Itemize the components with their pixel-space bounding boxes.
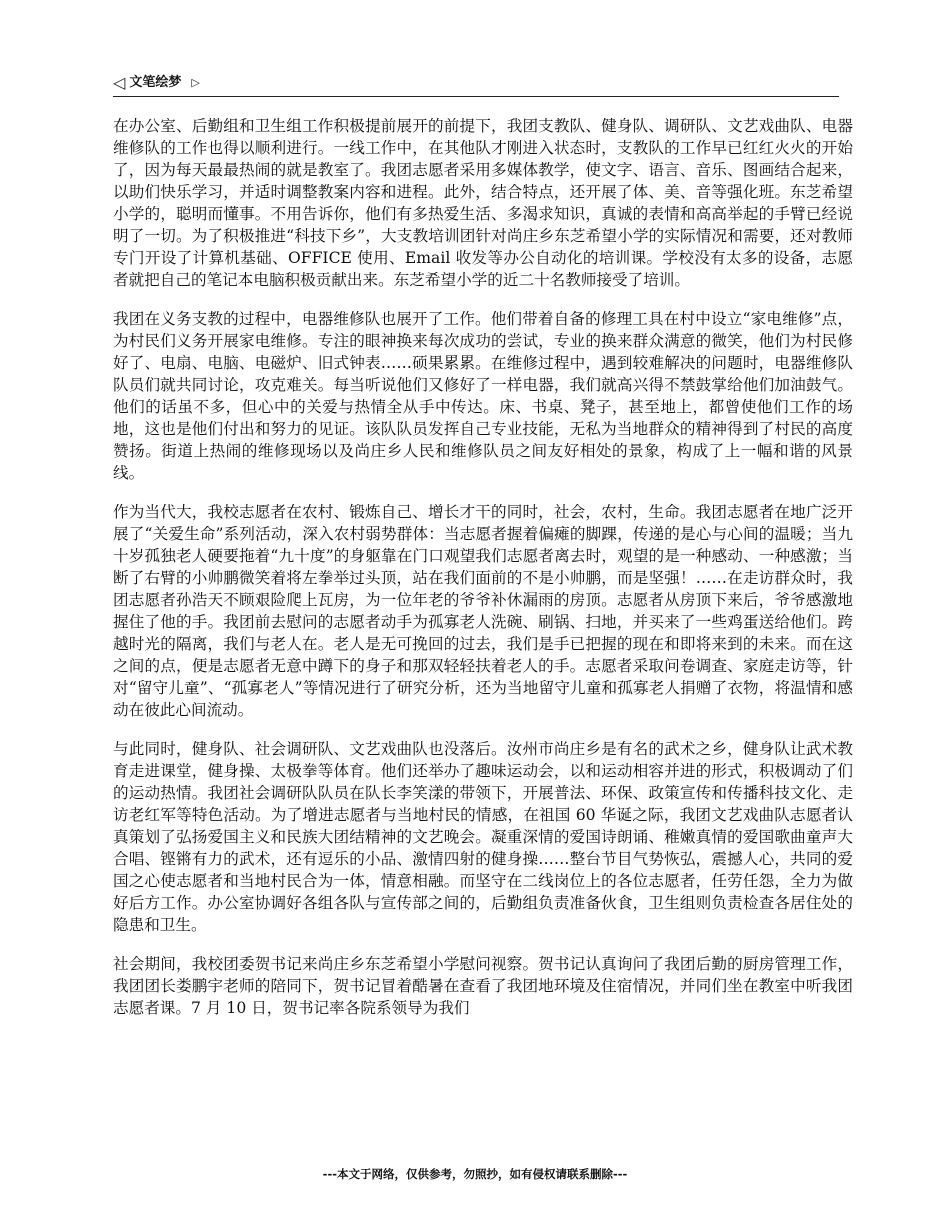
footer-notice: ---本文于网络，仅供参考，勿照抄，如有侵权请联系删除--- [322,1167,628,1181]
header-brand-group [113,74,200,92]
paragraph-5: 社会期间，我校团委贺书记来尚庄乡东芝希望小学慰问视察。贺书记认真询问了我团后勤的厨房管理工作，我团团长娄鹏宇老师的陪同下，贺书记冒着酷暑在查看了我团地环境及住宿情况，并同们坐在教室中听我团志愿者课。7 月 10 日，贺书记率各院系领导为我们 [113,955,853,1017]
paragraph-2: 我团在义务支教的过程中，电器维修队也展开了工作。他们带着自备的修理工具在村中设立“家电维修”点，为村民们义务开展家电维修。专注的眼神换来每次成功的尝试，专业的换来群众满意的微笑，他们为村民修好了、电扇、电脑、电磁炉、旧式钟表……硕果累累。在维修过程中，遇到较难解决的问题时，电器维修队队员们就共同讨论，攻克难关。每当听说他们又修好了一样电器，我们就高兴得不禁鼓掌给他们加油鼓气。他们的话虽不多，但心中的关爱与热情全从手中传达。床、书桌、凳子，甚至地上，都曾使他们工作的场地，这也是他们付出和努力的见证。该队队员发挥自己专业技能，无私为当地群众的精神得到了村民的高度赞扬。街道上热闹的维修现场以及尚庄乡人民和维修队员之间友好相处的景象，构成了上一幅和谐的风景线。 [113,310,853,482]
header-brand: 文笔绘梦 [129,75,182,90]
paragraph-4: 与此同时，健身队、社会调研队、文艺戏曲队也没落后。汝州市尚庄乡是有名的武术之乡，健身队让武术教育走进课堂，健身操、太极拳等体育。他们还举办了趣味运动会，以和运动相容并进的形式，积极调动了们的运动热情。我团社会调研队队员在队长李笑漾的带领下，开展普法、环保、政策宣传和传播科技文化、走访老红军等特色活动。为了增进志愿者与当地村民的情感，在祖国 60 华诞之际，我团文艺戏曲队志愿者认真策划了弘扬爱国主义和民族大团结精神的文艺晚会。凝重深情的爱国诗朗诵、稚嫩真情的爱国歌曲童声大合唱、铿锵有力的武术，还有逗乐的小品、激情四射的健身操……整台节目气势恢弘，震撼人心，共同的爱国之心使志愿者和当地村民合为一体，情意相融。而坚守在二线岗位上的各位志愿者，任劳任怨，全力为做好后方工作。办公室协调好各组各队与宣传部之间的，后勤组负责准备伙食，卫生组则负责检查各居住处的隐患和卫生。 [113,740,853,934]
paragraph-1: 在办公室、后勤组和卫生组工作积极提前展开的前提下，我团支教队、健身队、调研队、文艺戏曲队、电器维修队的工作也得以顺利进行。一线工作中，在其他队才刚进入状态时，支教队的工作早已红红火火的开始了，因为每天最最热闹的就是教室了。我团志愿者采用多媒体教学，使文字、语言、音乐、图画结合起来，以助们快乐学习，并适时调整教案内容和进程。此外，结合特点，还开展了体、美、音等强化班。东芝希望小学的，聪明而懂事。不用告诉你，他们有多热爱生活、多渴求知识，真诚的表情和高高举起的手臂已经说明了一切。为了积极推进“科技下乡”，大支教培训团针对尚庄乡东芝希望小学的实际情况和需要，还对教师专门开设了计算机基础、OFFICE 使用、Email 收发等办公自动化的培训课。学校没有太多的设备，志愿者就把自己的笔记本电脑积极贡献出来。东芝希望小学的近二十名教师接受了培训。 [113,117,853,289]
document-body [113,115,853,1036]
page-header [113,72,839,97]
triangle-right-icon: ▷ [191,76,200,89]
triangle-left-icon: ◁ [113,73,126,92]
paragraph-3: 作为当代大，我校志愿者在农村、锻炼自己、增长才干的同时，社会，农村，生命。我团志愿者在地广泛开展了“关爱生命”系列活动，深入农村弱势群体：当志愿者握着偏瘫的脚踝，传递的是心与心间的温暖；当九十岁孤独老人硬要拖着“九十度”的身躯靠在门口观望我们志愿者离去时，观望的是一种感动、一种感激；当断了右臂的小帅鹏微笑着将左拳举过头顶，站在我们面前的不是小帅鹏，而是坚强！……在走访群众时，我团志愿者孙浩天不顾艰险爬上瓦房，为一位年老的爷爷补休漏雨的房顶。志愿者从房顶下来后，爷爷感激地握住了他的手。我团前去慰问的志愿者动手为孤寡老人洗碗、刷锅、扫地，并买来了一些鸡蛋送给他们。跨越时光的隔离，我们与老人在。老人是无可挽回的过去，我们是手已把握的现在和即将来到的未来。而在这之间的点，便是志愿者无意中蹲下的身子和那双轻轻扶着老人的手。志愿者采取问卷调查、家庭走访等，针对“留守儿童”、“孤寡老人”等情况进行了研究分析，还为当地留守儿童和孤寡老人捐赠了衣物，将温情和感动在彼此心间流动。 [113,503,853,719]
